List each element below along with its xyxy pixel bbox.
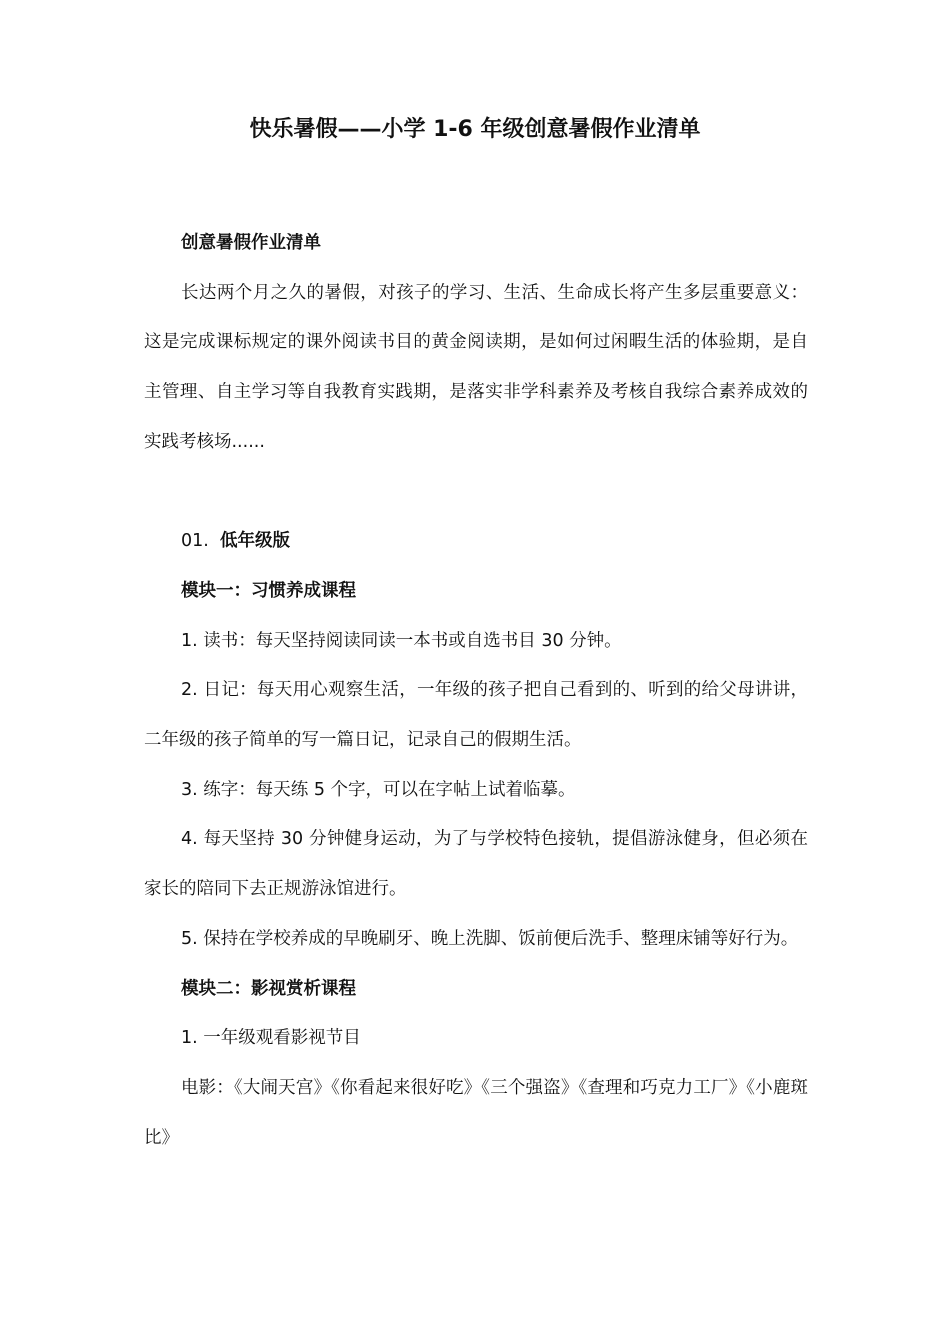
intro-paragraph: 长达两个月之久的暑假，对孩子的学习、生活、生命成长将产生多层重要意义：这是完成课标规定的课外阅读书目的黄金阅读期，是如何过闲暇生活的体验期，是自主管理、自主学习等自我教育实践期，是落实非学科素养及考核自我综合素养成效的实践考核场...... bbox=[144, 282, 808, 452]
spacer bbox=[144, 468, 808, 518]
module1-item-3: 3. 练字：每天练 5 个字，可以在字帖上试着临摹。 bbox=[181, 779, 576, 800]
level-number: 01. bbox=[181, 531, 209, 552]
module1-item-4: 4. 每天坚持 30 分钟健身运动，为了与学校特色接轨，提倡游泳健身，但必须在家长的陪同下去正规游泳馆进行。 bbox=[144, 829, 808, 900]
module1-item-1: 1. 读书：每天坚持阅读同读一本书或自选书目 30 分钟。 bbox=[181, 630, 622, 651]
document-body bbox=[144, 219, 808, 1163]
level-heading bbox=[144, 517, 808, 567]
module2-heading: 模块二：影视赏析课程 bbox=[181, 978, 356, 999]
section-heading: 创意暑假作业清单 bbox=[181, 233, 321, 253]
module1-item-5: 5. 保持在学校养成的早晚刷牙、晚上洗脚、饭前便后洗手、整理床铺等好行为。 bbox=[181, 928, 799, 949]
document-title: 快乐暑假——小学 1-6 年级创意暑假作业清单 bbox=[249, 117, 701, 142]
module1-heading: 模块一：习惯养成课程 bbox=[181, 580, 356, 601]
module2-movies: 电影：《大闹天宫》《你看起来很好吃》《三个强盗》《查理和巧克力工厂》《小鹿斑比》 bbox=[144, 1077, 808, 1148]
level-label: 低年级版 bbox=[219, 531, 290, 552]
module1-item-2: 2. 日记：每天用心观察生活，一年级的孩子把自己看到的、听到的给父母讲讲，二年级的孩子简单的写一篇日记，记录自己的假期生活。 bbox=[144, 680, 808, 751]
module2-item-1: 1. 一年级观看影视节目 bbox=[181, 1028, 361, 1049]
